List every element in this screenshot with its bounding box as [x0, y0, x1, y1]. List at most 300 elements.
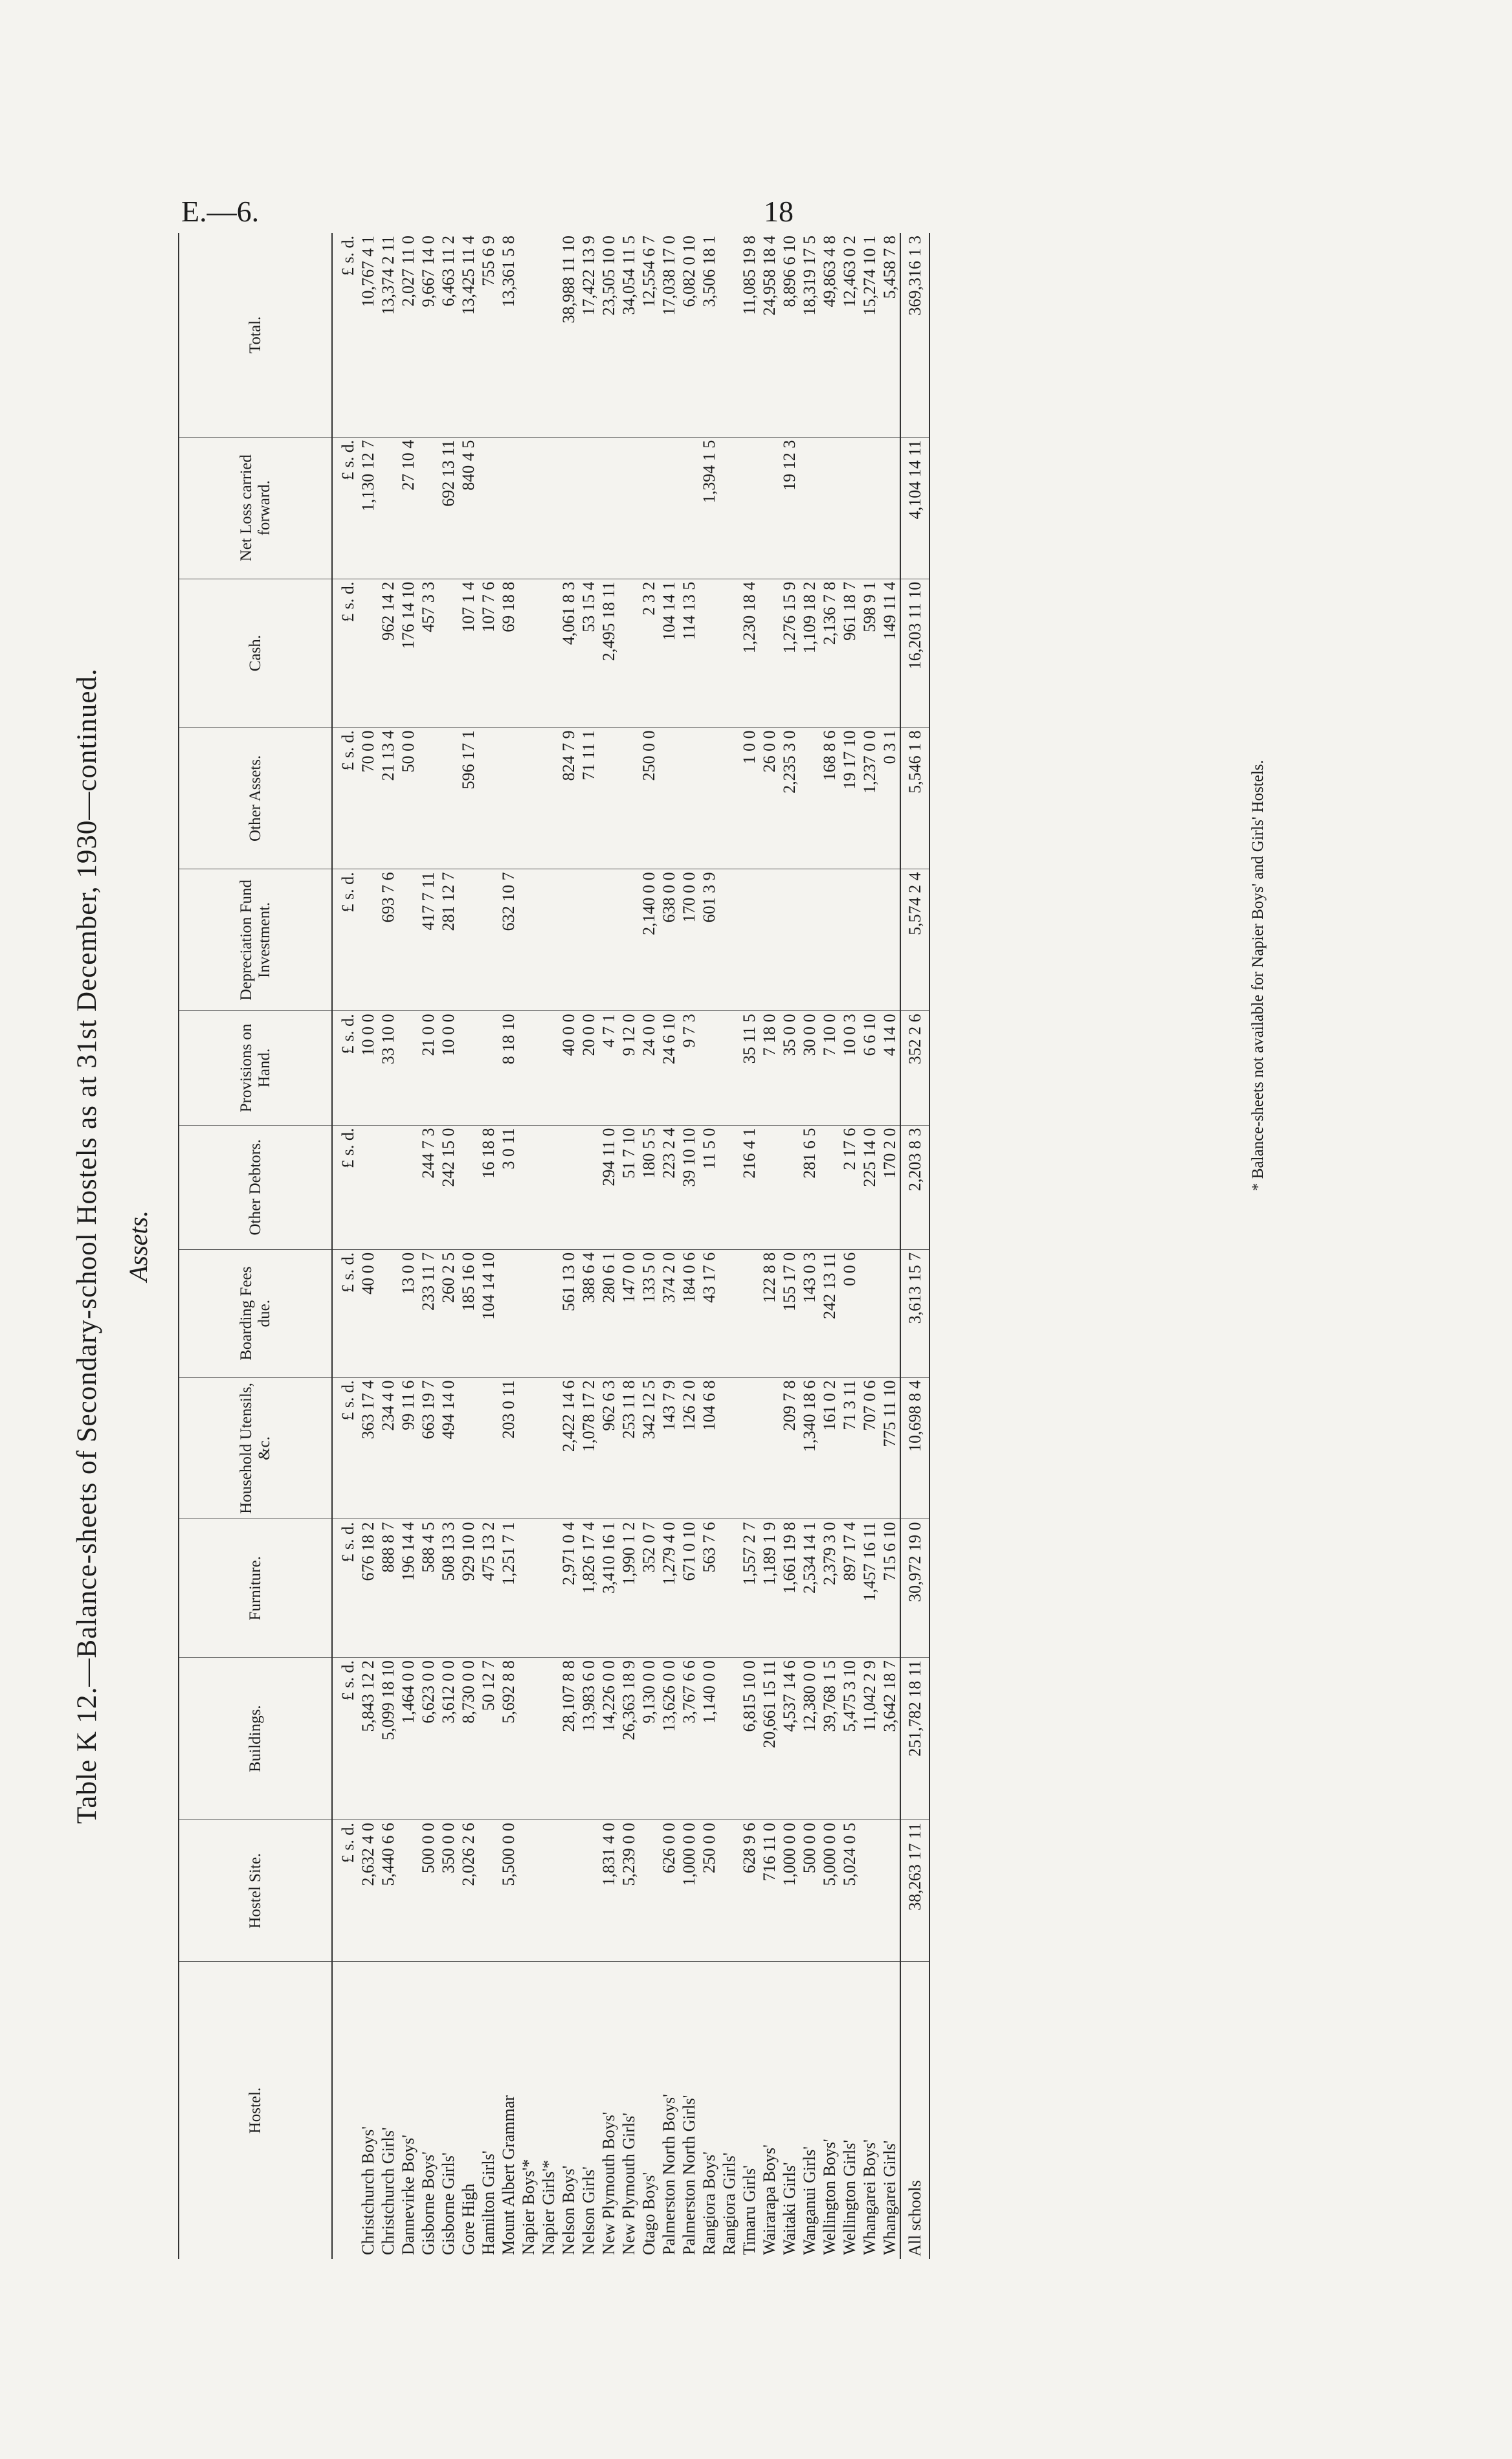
table-cell: 184 0 6	[679, 1249, 699, 1377]
table-cell: 1,000 0 0	[679, 1820, 699, 1962]
table-cell: 676 18 2	[358, 1519, 378, 1658]
table-cell	[819, 437, 839, 579]
table-cell: 588 4 5	[418, 1519, 438, 1658]
table-cell	[418, 728, 438, 869]
table-cell	[579, 1125, 599, 1249]
table-cell: 3 0 11	[498, 1125, 518, 1249]
table-cell: 35 11 5	[739, 1011, 759, 1125]
table-cell	[458, 1011, 478, 1125]
table-cell: 508 13 3	[438, 1519, 458, 1658]
table-cell: 38,263 17 11	[900, 1820, 929, 1962]
table-cell: 840 4 5	[458, 437, 478, 579]
table-cell: 15,274 10 1	[860, 233, 880, 437]
table-cell: 250 0 0	[699, 1820, 719, 1962]
column-header: Total.	[179, 233, 332, 437]
row-label: Nelson Girls'	[579, 2166, 598, 2255]
table-cell	[518, 1377, 539, 1519]
table-cell	[679, 437, 699, 579]
table-cell: 715 6 10	[880, 1519, 900, 1658]
row-label: Napier Girls'*	[539, 2160, 558, 2255]
table-cell: 374 2 0	[659, 1249, 679, 1377]
table-row	[518, 233, 539, 2259]
table-cell	[478, 1011, 498, 1125]
table-cell	[559, 1820, 579, 1962]
header-row	[179, 233, 332, 2259]
table-cell: 161 0 2	[819, 1377, 839, 1519]
table-cell: 10,767 4 1	[358, 233, 378, 437]
table-cell: 716 11 0	[759, 1820, 779, 1962]
table-cell: 2,140 0 0	[639, 869, 659, 1011]
table-cell: 203 0 11	[498, 1377, 518, 1519]
table-cell: 5,475 3 10	[839, 1658, 860, 1820]
row-label: Napier Boys'*	[519, 2159, 538, 2255]
table-cell	[539, 1658, 559, 1820]
table-cell: 494 14 0	[438, 1377, 458, 1519]
table-cell	[559, 869, 579, 1011]
table-cell: 13,425 11 4	[458, 233, 478, 437]
table-cell: 2,422 14 6	[559, 1377, 579, 1519]
table-cell: 39,768 1 5	[819, 1658, 839, 1820]
table-cell: 20 0 0	[579, 1011, 599, 1125]
table-cell: 4,104 14 11	[900, 437, 929, 579]
table-cell: 962 14 2	[378, 579, 398, 728]
table-row	[559, 233, 579, 2259]
table-cell: 99 11 6	[398, 1377, 418, 1519]
table-cell: 1,464 0 0	[398, 1658, 418, 1820]
table-cell: 626 0 0	[659, 1820, 679, 1962]
table-cell: 18,319 17 5	[799, 233, 819, 437]
table-cell	[739, 1249, 759, 1377]
page-number: 18	[764, 195, 794, 228]
table-cell	[518, 437, 539, 579]
table-cell: 693 7 6	[378, 869, 398, 1011]
table-cell: 2,026 2 6	[458, 1820, 478, 1962]
table-cell: 1,826 17 4	[579, 1519, 599, 1658]
row-label: New Plymouth Girls'	[619, 2113, 638, 2255]
table-cell: 1,990 1 2	[619, 1519, 639, 1658]
table-cell: 251,782 18 11	[900, 1658, 929, 1820]
table-cell: £ s. d.	[332, 437, 358, 579]
table-cell: 133 5 0	[639, 1249, 659, 1377]
table-cell: 26,363 18 9	[619, 1658, 639, 1820]
table-cell	[518, 579, 539, 728]
table-cell	[539, 437, 559, 579]
table-cell: 234 4 0	[378, 1377, 398, 1519]
table-cell	[498, 437, 518, 579]
row-label: Palmerston North Girls'	[680, 2095, 698, 2255]
table-cell: 1,109 18 2	[799, 579, 819, 728]
table-cell: 43 17 6	[699, 1249, 719, 1377]
table-cell: 3,613 15 7	[900, 1249, 929, 1377]
table-cell	[880, 437, 900, 579]
table-cell: 34,054 11 5	[619, 233, 639, 437]
table-cell: 929 10 0	[458, 1519, 478, 1658]
table-row	[619, 233, 639, 2259]
table-cell: 3,767 6 6	[679, 1658, 699, 1820]
table-cell	[639, 1820, 659, 1962]
table-cell: 21 13 4	[378, 728, 398, 869]
table-cell: 10 0 0	[358, 1011, 378, 1125]
table-cell: 2,971 0 4	[559, 1519, 579, 1658]
row-label: Christchurch Girls'	[379, 2127, 397, 2255]
table-cell: 10,698 8 4	[900, 1377, 929, 1519]
table-cell: 170 0 0	[679, 869, 699, 1011]
table-cell	[398, 1820, 418, 1962]
table-cell	[719, 1377, 739, 1519]
table-cell: 8,896 6 10	[779, 233, 799, 437]
table-cell: 209 7 8	[779, 1377, 799, 1519]
table-cell: 196 14 4	[398, 1519, 418, 1658]
table-cell: 9 7 3	[679, 1011, 699, 1125]
table-row	[799, 233, 819, 2259]
table-cell: 12,380 0 0	[799, 1658, 819, 1820]
table-cell: 244 7 3	[418, 1125, 438, 1249]
table-cell: 13 0 0	[398, 1249, 418, 1377]
table-cell	[398, 1125, 418, 1249]
table-cell: 13,983 6 0	[579, 1658, 599, 1820]
table-cell	[719, 728, 739, 869]
column-header: Depreciation Fund Investment.	[179, 869, 332, 1011]
table-row	[659, 233, 679, 2259]
table-cell: 2,235 3 0	[779, 728, 799, 869]
row-label: Wairarapa Boys'	[760, 2144, 779, 2255]
table-cell	[880, 1249, 900, 1377]
table-cell: 2,027 11 0	[398, 233, 418, 437]
table-cell	[619, 869, 639, 1011]
table-cell	[779, 869, 799, 1011]
table-cell	[518, 728, 539, 869]
table-cell: 16,203 11 10	[900, 579, 929, 728]
table-cell: 10 0 0	[438, 1011, 458, 1125]
table-cell	[860, 1820, 880, 1962]
table-cell: £ s. d.	[332, 1377, 358, 1519]
column-header: Furniture.	[179, 1519, 332, 1658]
table-cell: 12,554 6 7	[639, 233, 659, 437]
table-cell	[539, 1519, 559, 1658]
table-cell: £ s. d.	[332, 233, 358, 437]
column-header: Other Assets.	[179, 728, 332, 869]
table-cell: 11 5 0	[699, 1125, 719, 1249]
table-row	[458, 233, 478, 2259]
table-cell: 1,557 2 7	[739, 1519, 759, 1658]
table-cell: 5,692 8 8	[498, 1658, 518, 1820]
table-cell	[579, 1820, 599, 1962]
table-cell: 775 11 10	[880, 1377, 900, 1519]
table-cell: 3,506 18 1	[699, 233, 719, 437]
table-cell: 143 0 3	[799, 1249, 819, 1377]
table-cell: 2,136 7 8	[819, 579, 839, 728]
table-cell: 1,078 17 2	[579, 1377, 599, 1519]
table-cell	[498, 1249, 518, 1377]
table-cell	[518, 1249, 539, 1377]
table-cell: 638 0 0	[659, 869, 679, 1011]
table-cell: 350 0 0	[438, 1820, 458, 1962]
column-header: Net Loss carried forward.	[179, 437, 332, 579]
table-cell: 17,038 17 0	[659, 233, 679, 437]
table-cell: 457 3 3	[418, 579, 438, 728]
table-cell	[819, 1125, 839, 1249]
table-cell: £ s. d.	[332, 1249, 358, 1377]
table-cell	[719, 437, 739, 579]
table-cell: 5,843 12 2	[358, 1658, 378, 1820]
row-label: Gore High	[459, 2183, 478, 2255]
table-cell: 280 6 1	[599, 1249, 619, 1377]
table-cell	[599, 869, 619, 1011]
table-cell: 281 6 5	[799, 1125, 819, 1249]
row-label: Gisborne Girls'	[439, 2152, 458, 2255]
table-cell	[839, 869, 860, 1011]
table-cell: 53 15 4	[579, 579, 599, 728]
table-cell: 13,374 2 11	[378, 233, 398, 437]
table-row	[539, 233, 559, 2259]
table-cell: 5,546 1 8	[900, 728, 929, 869]
table-cell	[539, 233, 559, 437]
row-label: Whangarei Boys'	[860, 2139, 879, 2255]
table-cell	[559, 1125, 579, 1249]
table-row	[418, 233, 438, 2259]
table-cell	[759, 869, 779, 1011]
table-cell	[458, 869, 478, 1011]
table-cell: £ s. d.	[332, 1011, 358, 1125]
table-cell: 155 17 0	[779, 1249, 799, 1377]
table-cell	[860, 437, 880, 579]
table-cell: 49,863 4 8	[819, 233, 839, 437]
table-cell	[398, 869, 418, 1011]
table-cell: 223 2 4	[659, 1125, 679, 1249]
table-cell	[579, 437, 599, 579]
table-cell: 4,537 14 6	[779, 1658, 799, 1820]
table-cell: 563 7 6	[699, 1519, 719, 1658]
row-label	[332, 1962, 358, 2259]
table-cell: 281 12 7	[438, 869, 458, 1011]
table-cell	[358, 1125, 378, 1249]
row-label: Otago Boys'	[639, 2172, 658, 2255]
table-cell: 628 9 6	[739, 1820, 759, 1962]
table-cell: 707 0 6	[860, 1377, 880, 1519]
table-cell	[679, 728, 699, 869]
table-cell: 561 13 0	[559, 1249, 579, 1377]
table-cell: 755 6 9	[478, 233, 498, 437]
table-cell: 9 12 0	[619, 1011, 639, 1125]
table-cell	[659, 437, 679, 579]
table-cell: 71 3 11	[839, 1377, 860, 1519]
table-cell: 5,500 0 0	[498, 1820, 518, 1962]
table-cell: 107 1 4	[458, 579, 478, 728]
table-cell: 104 14 1	[659, 579, 679, 728]
table-cell: 30,972 19 0	[900, 1519, 929, 1658]
table-subtitle: Assets.	[124, 1210, 153, 1282]
table-cell: 149 11 4	[880, 579, 900, 728]
table-row	[639, 233, 659, 2259]
table-cell	[498, 728, 518, 869]
table-cell: 2 3 2	[639, 579, 659, 728]
row-label: Nelson Boys'	[559, 2165, 578, 2255]
page-header-left: E.—6.	[181, 195, 260, 228]
table-cell: 601 3 9	[699, 869, 719, 1011]
table-cell: 143 7 9	[659, 1377, 679, 1519]
table-cell: 24,958 18 4	[759, 233, 779, 437]
table-cell: 1,140 0 0	[699, 1658, 719, 1820]
table-cell	[619, 728, 639, 869]
row-label: Mount Albert Grammar	[499, 2095, 518, 2255]
table-cell	[539, 1249, 559, 1377]
table-cell	[799, 728, 819, 869]
table-cell: 5,099 18 10	[378, 1658, 398, 1820]
row-label: Wanganui Girls'	[800, 2146, 819, 2255]
table-cell: 168 8 6	[819, 728, 839, 869]
table-cell: 21 0 0	[418, 1011, 438, 1125]
table-cell	[799, 869, 819, 1011]
table-row	[819, 233, 839, 2259]
table-cell: 369,316 1 3	[900, 233, 929, 437]
table-cell	[719, 1658, 739, 1820]
table-cell: 20,661 15 11	[759, 1658, 779, 1820]
table-row	[478, 233, 498, 2259]
table-cell: 71 11 1	[579, 728, 599, 869]
table-cell: 1,279 4 0	[659, 1519, 679, 1658]
table-cell: 38,988 11 10	[559, 233, 579, 437]
column-header: Household Utensils, &c.	[179, 1377, 332, 1519]
table-cell	[518, 869, 539, 1011]
table-cell	[619, 437, 639, 579]
table-cell: 33 10 0	[378, 1011, 398, 1125]
table-cell	[639, 437, 659, 579]
table-cell	[438, 728, 458, 869]
table-cell	[358, 579, 378, 728]
table-cell: 19 12 3	[779, 437, 799, 579]
table-row	[779, 233, 799, 2259]
table-body	[332, 233, 929, 2259]
table-cell: 26 0 0	[759, 728, 779, 869]
table-cell: 671 0 10	[679, 1519, 699, 1658]
table-cell: 23,505 10 0	[599, 233, 619, 437]
table-row	[739, 233, 759, 2259]
table-cell: 5,458 7 8	[880, 233, 900, 437]
table-cell: 352 2 6	[900, 1011, 929, 1125]
table-cell: 897 17 4	[839, 1519, 860, 1658]
table-cell: £ s. d.	[332, 1519, 358, 1658]
table-cell: 50 0 0	[398, 728, 418, 869]
table-cell: 242 15 0	[438, 1125, 458, 1249]
table-cell: 14,226 0 0	[599, 1658, 619, 1820]
table-cell: 1 0 0	[739, 728, 759, 869]
table-cell	[759, 437, 779, 579]
table-row	[699, 233, 719, 2259]
table-cell: 888 8 7	[378, 1519, 398, 1658]
table-cell: £ s. d.	[332, 869, 358, 1011]
table-cell: 3,410 16 1	[599, 1519, 619, 1658]
table-cell	[719, 1820, 739, 1962]
table-cell: 352 0 7	[639, 1519, 659, 1658]
table-cell: 27 10 4	[398, 437, 418, 579]
table-cell	[599, 728, 619, 869]
table-cell: 475 13 2	[478, 1519, 498, 1658]
table-cell: 185 16 0	[458, 1249, 478, 1377]
table-cell	[539, 1820, 559, 1962]
row-label: Gisborne Boys'	[419, 2152, 438, 2255]
table-cell	[719, 579, 739, 728]
column-header: Cash.	[179, 579, 332, 728]
table-cell	[739, 437, 759, 579]
table-cell: 2,495 18 11	[599, 579, 619, 728]
table-cell: 0 3 1	[880, 728, 900, 869]
table-cell	[418, 437, 438, 579]
table-cell: 16 18 8	[478, 1125, 498, 1249]
table-cell: 24 0 0	[639, 1011, 659, 1125]
table-cell	[378, 437, 398, 579]
table-cell: 663 19 7	[418, 1377, 438, 1519]
table-cell	[880, 869, 900, 1011]
table-cell: 961 18 7	[839, 579, 860, 728]
table-cell: 50 12 7	[478, 1658, 498, 1820]
row-label: Waitaki Girls'	[780, 2162, 799, 2255]
table-cell: 126 2 0	[679, 1377, 699, 1519]
table-cell: 6,623 0 0	[418, 1658, 438, 1820]
table-cell	[759, 1377, 779, 1519]
table-cell: 180 5 5	[639, 1125, 659, 1249]
table-cell: 40 0 0	[559, 1011, 579, 1125]
footnote: * Balance-sheets not available for Napier Boys' and Girls' Hostels.	[1249, 760, 1267, 1191]
table-cell	[518, 1125, 539, 1249]
table-cell	[819, 869, 839, 1011]
table-cell: 4,061 8 3	[559, 579, 579, 728]
table-cell: 824 7 9	[559, 728, 579, 869]
table-cell: 39 10 10	[679, 1125, 699, 1249]
table-cell	[378, 1249, 398, 1377]
table-cell: £ s. d.	[332, 1820, 358, 1962]
table-cell: 6,815 10 0	[739, 1658, 759, 1820]
table-cell: 69 18 8	[498, 579, 518, 728]
table-cell	[799, 437, 819, 579]
table-cell: 6 6 10	[860, 1011, 880, 1125]
table-cell: 8,730 0 0	[458, 1658, 478, 1820]
table-cell: 417 7 11	[418, 869, 438, 1011]
table-cell	[518, 233, 539, 437]
table-cell	[599, 437, 619, 579]
table-row	[498, 233, 518, 2259]
table-cell	[880, 1820, 900, 1962]
table-cell: 107 7 6	[478, 579, 498, 728]
table-cell	[759, 1125, 779, 1249]
table-row	[378, 233, 398, 2259]
table-cell: 692 13 11	[438, 437, 458, 579]
table-cell	[539, 869, 559, 1011]
row-label: All schools	[900, 1962, 929, 2259]
table-cell	[779, 1125, 799, 1249]
table-cell: £ s. d.	[332, 1125, 358, 1249]
table-cell: 122 8 8	[759, 1249, 779, 1377]
table-cell: £ s. d.	[332, 1658, 358, 1820]
table-cell	[378, 1125, 398, 1249]
table-cell: 4 7 1	[599, 1011, 619, 1125]
table-cell: 250 0 0	[639, 728, 659, 869]
table-cell: 1,661 19 8	[779, 1519, 799, 1658]
table-cell: 596 17 1	[458, 728, 478, 869]
table-row	[679, 233, 699, 2259]
table-row	[839, 233, 860, 2259]
table-cell: 176 14 10	[398, 579, 418, 728]
table-cell: 253 11 8	[619, 1377, 639, 1519]
table-cell: 5,440 6 6	[378, 1820, 398, 1962]
table-cell	[478, 1377, 498, 1519]
table-cell: 9,130 0 0	[639, 1658, 659, 1820]
row-label: Wellington Boys'	[820, 2139, 839, 2255]
table-cell: 2 17 6	[839, 1125, 860, 1249]
table-cell	[719, 1519, 739, 1658]
table-cell: 294 11 0	[599, 1125, 619, 1249]
table-cell: 5,024 0 5	[839, 1820, 860, 1962]
table-row	[438, 233, 458, 2259]
